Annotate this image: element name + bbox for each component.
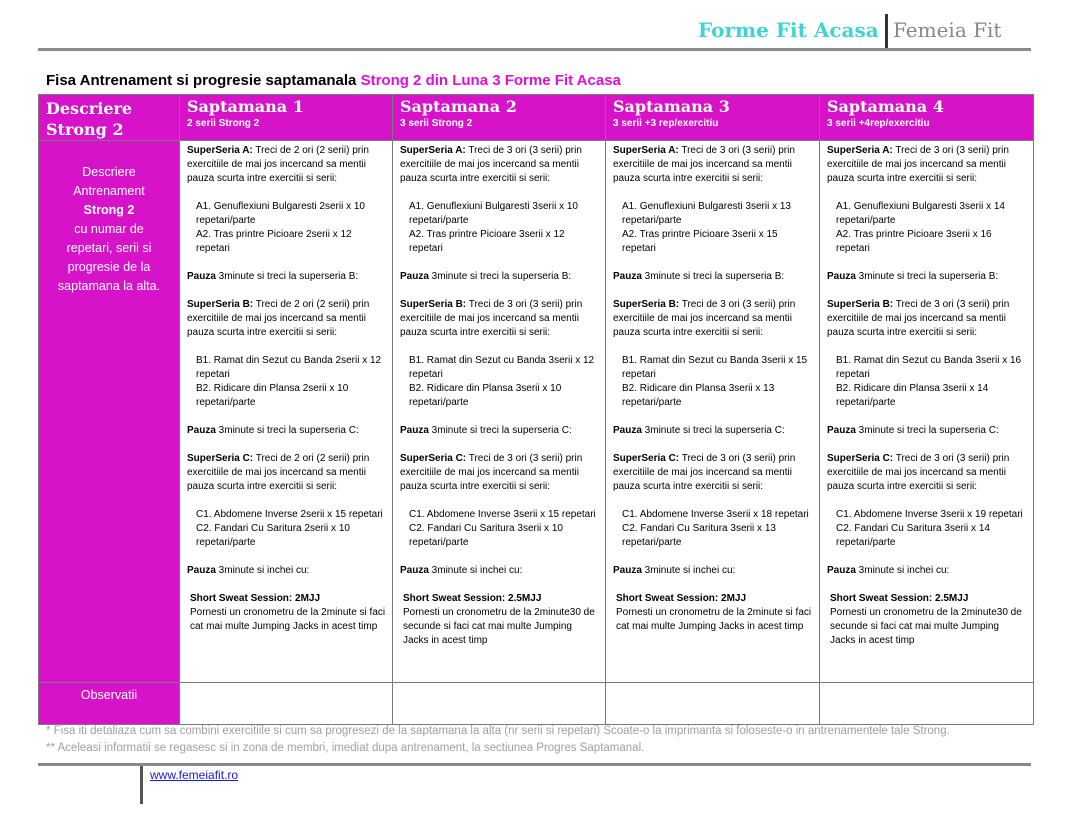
exercise-b2: B2. Ridicare din Plansa 2serii x 10 repetari/parte bbox=[196, 383, 349, 408]
exercise-a1: A1. Genuflexiuni Bulgaresti 3serii x 10 repetari/parte bbox=[409, 201, 578, 226]
pause-end-label: Pauza bbox=[827, 565, 856, 576]
footnote-2: ** Aceleasi informatii se regasesc si in zona de membri, imediat dupa antrenament, la sectiunea Progres Saptamanal. bbox=[46, 742, 645, 754]
superseries-b bbox=[187, 298, 386, 340]
exercise-b2: B2. Ridicare din Plansa 3serii x 10 repetari/parte bbox=[409, 383, 562, 408]
short-sweat-title: Short Sweat Session: 2.5MJJ bbox=[403, 593, 542, 604]
description-line: progresie de la bbox=[67, 260, 151, 274]
description-line: repetari, serii si bbox=[66, 241, 152, 255]
exercise-b1: B1. Ramat din Sezut cu Banda 3serii x 16 repetari bbox=[836, 355, 1022, 380]
exercise-b1: B1. Ramat din Sezut cu Banda 2serii x 12 repetari bbox=[196, 355, 382, 380]
website-link[interactable]: www.femeiafit.ro bbox=[150, 768, 239, 782]
short-sweat-title: Short Sweat Session: 2.5MJJ bbox=[830, 593, 969, 604]
week-title: Saptamana 3 bbox=[613, 97, 730, 116]
superseries-a bbox=[187, 144, 386, 186]
pause-to-b-text: 3minute si treci la superseria B: bbox=[428, 271, 572, 282]
week-1-cell bbox=[180, 141, 393, 683]
pause-to-c-label: Pauza bbox=[187, 425, 216, 436]
description-header-line1: Descriere bbox=[46, 99, 133, 118]
exercise-b2: B2. Ridicare din Plansa 3serii x 13 repetari/parte bbox=[622, 383, 775, 408]
superseries-a-label: SuperSeria A: bbox=[187, 145, 253, 156]
document-title-highlight: Strong 2 din Luna 3 Forme Fit Acasa bbox=[360, 72, 621, 89]
superseries-a-text: Treci de 3 ori (3 serii) prin exercitiile de mai jos incercand sa mentii pauza scurta intre exercitii si serii: bbox=[400, 145, 582, 184]
superseries-a-label: SuperSeria A: bbox=[827, 145, 893, 156]
spacer bbox=[400, 438, 599, 452]
spacer bbox=[827, 340, 1027, 354]
pause-end bbox=[827, 564, 1027, 578]
week-4-header bbox=[820, 95, 1034, 141]
spacer bbox=[827, 186, 1027, 200]
week-2-cell bbox=[393, 141, 606, 683]
pause-end-text: 3minute si inchei cu: bbox=[428, 565, 523, 576]
header-rule bbox=[38, 48, 1031, 51]
week-1-header bbox=[180, 95, 393, 141]
pause-to-b-label: Pauza bbox=[613, 271, 642, 282]
description-header bbox=[39, 95, 180, 141]
week-subtitle: 2 serii Strong 2 bbox=[187, 118, 260, 129]
pause-to-c-text: 3minute si treci la superseria C: bbox=[855, 425, 999, 436]
document-title bbox=[46, 72, 621, 89]
pause-to-b-label: Pauza bbox=[187, 271, 216, 282]
superseries-c-label: SuperSeria C: bbox=[827, 453, 894, 464]
superseries-a-label: SuperSeria A: bbox=[613, 145, 679, 156]
superseries-b-text: Treci de 3 ori (3 serii) prin exercitiile de mai jos incercand sa mentii pauza scurta intre exercitii si serii: bbox=[827, 299, 1010, 338]
superseries-c bbox=[400, 452, 599, 494]
description-cell bbox=[39, 141, 180, 683]
superseries-c-text: Treci de 3 ori (3 serii) prin exercitiile de mai jos incercand sa mentii pauza scurta intre exercitii si serii: bbox=[400, 453, 583, 492]
pause-to-b-text: 3minute si treci la superseria B: bbox=[215, 271, 359, 282]
spacer bbox=[400, 186, 599, 200]
week-4-cell bbox=[820, 141, 1034, 683]
site-name: Femeia Fit bbox=[893, 18, 1002, 42]
superseries-c-text: Treci de 2 ori (2 serii) prin exercitiile de mai jos incercand sa mentii pauza scurta intre exercitii si serii: bbox=[187, 453, 370, 492]
spacer bbox=[187, 550, 386, 564]
pause-to-c-text: 3minute si treci la superseria C: bbox=[215, 425, 359, 436]
observations-cell-week-1[interactable] bbox=[180, 683, 393, 725]
spacer bbox=[613, 494, 813, 508]
exercise-c1: C1. Abdomene Inverse 3serii x 18 repetari bbox=[622, 509, 809, 520]
superseries-b-text: Treci de 3 ori (3 serii) prin exercitiile de mai jos incercand sa mentii pauza scurta intre exercitii si serii: bbox=[400, 299, 583, 338]
exercise-a1: A1. Genuflexiuni Bulgaresti 3serii x 13 repetari/parte bbox=[622, 201, 791, 226]
superseries-c-text: Treci de 3 ori (3 serii) prin exercitiile de mai jos incercand sa mentii pauza scurta intre exercitii si serii: bbox=[827, 453, 1010, 492]
superseries-c-label: SuperSeria C: bbox=[400, 453, 467, 464]
superseries-b-label: SuperSeria B: bbox=[187, 299, 254, 310]
short-sweat-title: Short Sweat Session: 2MJJ bbox=[616, 593, 747, 604]
week-title: Saptamana 1 bbox=[187, 97, 304, 116]
header-separator bbox=[885, 14, 888, 48]
pause-end-text: 3minute si inchei cu: bbox=[855, 565, 950, 576]
pause-end-text: 3minute si inchei cu: bbox=[641, 565, 736, 576]
pause-to-c-label: Pauza bbox=[827, 425, 856, 436]
exercise-a2: A2. Tras printre Picioare 2serii x 12 repetari bbox=[196, 229, 352, 254]
observations-row bbox=[39, 683, 1034, 725]
superseries-c-text: Treci de 3 ori (3 serii) prin exercitiile de mai jos incercand sa mentii pauza scurta intre exercitii si serii: bbox=[613, 453, 796, 492]
superseries-b bbox=[827, 298, 1027, 340]
exercise-c2: C2. Fandari Cu Saritura 3serii x 10 repetari/parte bbox=[409, 523, 563, 548]
description-line: saptamana la alta. bbox=[57, 279, 161, 293]
observations-label: Observatii bbox=[39, 683, 180, 725]
spacer bbox=[400, 284, 599, 298]
observations-cell-week-3[interactable] bbox=[606, 683, 820, 725]
exercise-c1: C1. Abdomene Inverse 2serii x 15 repetari bbox=[196, 509, 383, 520]
observations-cell-week-2[interactable] bbox=[393, 683, 606, 725]
short-sweat-title: Short Sweat Session: 2MJJ bbox=[190, 593, 321, 604]
spacer bbox=[613, 550, 813, 564]
exercise-b1: B1. Ramat din Sezut cu Banda 3serii x 12 repetari bbox=[409, 355, 595, 380]
exercise-c2: C2. Fandari Cu Saritura 2serii x 10 repetari/parte bbox=[196, 523, 350, 548]
pause-to-c-text: 3minute si treci la superseria C: bbox=[641, 425, 785, 436]
pause-to-c bbox=[613, 424, 813, 438]
spacer bbox=[187, 186, 386, 200]
spacer bbox=[187, 410, 386, 424]
week-title: Saptamana 2 bbox=[400, 97, 517, 116]
pause-to-b-text: 3minute si treci la superseria B: bbox=[641, 271, 785, 282]
exercise-a2: A2. Tras printre Picioare 3serii x 16 repetari bbox=[836, 229, 992, 254]
superseries-b-label: SuperSeria B: bbox=[613, 299, 680, 310]
spacer bbox=[187, 438, 386, 452]
description-line: Strong 2 bbox=[83, 203, 135, 217]
spacer bbox=[187, 284, 386, 298]
exercise-c2: C2. Fandari Cu Saritura 3serii x 13 repetari/parte bbox=[622, 523, 776, 548]
week-3-cell bbox=[606, 141, 820, 683]
spacer bbox=[400, 550, 599, 564]
pause-to-b-label: Pauza bbox=[827, 271, 856, 282]
brand-title: Forme Fit Acasa bbox=[698, 18, 879, 42]
superseries-a bbox=[827, 144, 1027, 186]
week-2-header bbox=[393, 95, 606, 141]
spacer bbox=[613, 410, 813, 424]
superseries-b-text: Treci de 2 ori (2 serii) prin exercitiile de mai jos incercand sa mentii pauza scurta intre exercitii si serii: bbox=[187, 299, 370, 338]
description-line: Antrenament bbox=[73, 184, 145, 198]
spacer bbox=[827, 256, 1027, 270]
spacer bbox=[613, 578, 813, 592]
pause-to-b bbox=[400, 270, 599, 284]
observations-cell-week-4[interactable] bbox=[820, 683, 1034, 725]
pause-to-c bbox=[400, 424, 599, 438]
superseries-c bbox=[613, 452, 813, 494]
superseries-a bbox=[400, 144, 599, 186]
training-plan-table bbox=[38, 94, 1034, 725]
spacer bbox=[827, 438, 1027, 452]
description-line: cu numar de bbox=[74, 222, 144, 236]
pause-to-c bbox=[827, 424, 1027, 438]
superseries-a-label: SuperSeria A: bbox=[400, 145, 466, 156]
spacer bbox=[613, 186, 813, 200]
exercise-a2: A2. Tras printre Picioare 3serii x 15 repetari bbox=[622, 229, 778, 254]
pause-end bbox=[400, 564, 599, 578]
pause-end-label: Pauza bbox=[400, 565, 429, 576]
spacer bbox=[400, 578, 599, 592]
short-sweat-text: Pornesti un cronometru de la 2minute si faci cat mai multe Jumping Jacks in acest timp bbox=[616, 607, 812, 632]
pause-end-label: Pauza bbox=[187, 565, 216, 576]
exercise-a1: A1. Genuflexiuni Bulgaresti 3serii x 14 repetari/parte bbox=[836, 201, 1005, 226]
description-line: Descriere bbox=[82, 165, 136, 179]
pause-end-text: 3minute si inchei cu: bbox=[215, 565, 310, 576]
spacer bbox=[613, 256, 813, 270]
pause-to-b-label: Pauza bbox=[400, 271, 429, 282]
spacer bbox=[400, 410, 599, 424]
pause-to-b bbox=[613, 270, 813, 284]
superseries-c bbox=[827, 452, 1027, 494]
pause-end bbox=[187, 564, 386, 578]
week-subtitle: 3 serii +4rep/exercitiu bbox=[827, 118, 930, 129]
spacer bbox=[187, 340, 386, 354]
pause-to-c-text: 3minute si treci la superseria C: bbox=[428, 425, 572, 436]
superseries-b bbox=[613, 298, 813, 340]
pause-to-c bbox=[187, 424, 386, 438]
exercise-c2: C2. Fandari Cu Saritura 3serii x 14 repetari/parte bbox=[836, 523, 990, 548]
superseries-b-label: SuperSeria B: bbox=[400, 299, 467, 310]
short-sweat-text: Pornesti un cronometru de la 2minute30 de secunde si faci cat mai multe Jumping Jacks in acest timp bbox=[830, 607, 1022, 646]
superseries-b-label: SuperSeria B: bbox=[827, 299, 894, 310]
exercise-a1: A1. Genuflexiuni Bulgaresti 2serii x 10 repetari/parte bbox=[196, 201, 365, 226]
spacer bbox=[613, 340, 813, 354]
pause-to-b-text: 3minute si treci la superseria B: bbox=[855, 271, 999, 282]
week-subtitle: 3 serii +3 rep/exercitiu bbox=[613, 118, 719, 129]
pause-to-c-label: Pauza bbox=[400, 425, 429, 436]
short-sweat-text: Pornesti un cronometru de la 2minute si faci cat mai multe Jumping Jacks in acest timp bbox=[190, 607, 386, 632]
pause-to-c-label: Pauza bbox=[613, 425, 642, 436]
week-3-header bbox=[606, 95, 820, 141]
spacer bbox=[187, 494, 386, 508]
superseries-b bbox=[400, 298, 599, 340]
short-sweat-text: Pornesti un cronometru de la 2minute30 de secunde si faci cat mai multe Jumping Jacks in acest timp bbox=[403, 607, 595, 646]
exercise-b1: B1. Ramat din Sezut cu Banda 3serii x 15 repetari bbox=[622, 355, 808, 380]
spacer bbox=[400, 494, 599, 508]
superseries-a bbox=[613, 144, 813, 186]
footnote-1: * Fisa iti detaliaza cum sa combini exercitiile si cum sa progresezi de la saptamana la alta (nr serii si repetari) Scoate-o la imprimanta si foloseste-o in antrenamentele tale Strong. bbox=[46, 725, 950, 737]
pause-to-b bbox=[187, 270, 386, 284]
spacer bbox=[187, 578, 386, 592]
document-title-main: Fisa Antrenament si progresie saptamanala bbox=[46, 72, 361, 89]
spacer bbox=[613, 284, 813, 298]
table-header-row bbox=[39, 95, 1034, 141]
spacer bbox=[400, 256, 599, 270]
week-title: Saptamana 4 bbox=[827, 97, 944, 116]
superseries-c-label: SuperSeria C: bbox=[613, 453, 680, 464]
spacer bbox=[827, 284, 1027, 298]
pause-end-label: Pauza bbox=[613, 565, 642, 576]
exercise-b2: B2. Ridicare din Plansa 3serii x 14 repetari/parte bbox=[836, 383, 989, 408]
pause-to-b bbox=[827, 270, 1027, 284]
footer-vertical-rule bbox=[140, 766, 143, 804]
pause-end bbox=[613, 564, 813, 578]
spacer bbox=[827, 410, 1027, 424]
exercise-c1: C1. Abdomene Inverse 3serii x 15 repetari bbox=[409, 509, 596, 520]
superseries-c bbox=[187, 452, 386, 494]
spacer bbox=[400, 340, 599, 354]
footer-rule bbox=[38, 763, 1031, 766]
spacer bbox=[827, 494, 1027, 508]
superseries-c-label: SuperSeria C: bbox=[187, 453, 254, 464]
superseries-a-text: Treci de 3 ori (3 serii) prin exercitiile de mai jos incercand sa mentii pauza scurta intre exercitii si serii: bbox=[613, 145, 795, 184]
week-subtitle: 3 serii Strong 2 bbox=[400, 118, 473, 129]
spacer bbox=[827, 578, 1027, 592]
spacer bbox=[187, 256, 386, 270]
superseries-b-text: Treci de 3 ori (3 serii) prin exercitiile de mai jos incercand sa mentii pauza scurta intre exercitii si serii: bbox=[613, 299, 796, 338]
exercise-a2: A2. Tras printre Picioare 3serii x 12 repetari bbox=[409, 229, 565, 254]
spacer bbox=[613, 438, 813, 452]
exercise-c1: C1. Abdomene Inverse 3serii x 19 repetari bbox=[836, 509, 1023, 520]
superseries-a-text: Treci de 2 ori (2 serii) prin exercitiile de mai jos incercand sa mentii pauza scurta intre exercitii si serii: bbox=[187, 145, 369, 184]
description-header-line2: Strong 2 bbox=[46, 120, 124, 139]
table-body-row bbox=[39, 141, 1034, 683]
superseries-a-text: Treci de 3 ori (3 serii) prin exercitiile de mai jos incercand sa mentii pauza scurta intre exercitii si serii: bbox=[827, 145, 1009, 184]
spacer bbox=[827, 550, 1027, 564]
